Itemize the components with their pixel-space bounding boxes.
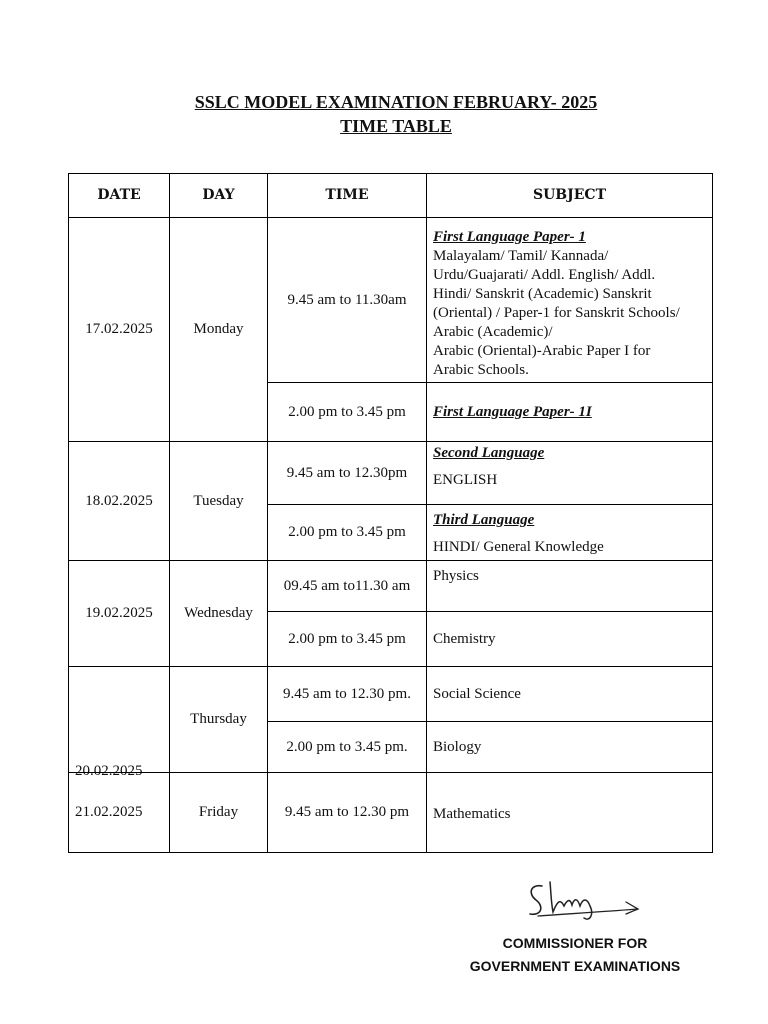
subject-cell [426, 721, 713, 773]
day-cell: Friday [169, 772, 268, 853]
signature-image [520, 872, 644, 928]
document-title: SSLC MODEL EXAMINATION FEBRUARY- 2025 [194, 92, 598, 112]
time-cell: 09.45 am to11.30 am [267, 560, 427, 612]
subject-heading: Third Language [433, 512, 535, 528]
subject-cell [426, 217, 713, 383]
subject-cell [426, 666, 713, 722]
subject-cell [426, 441, 713, 505]
signatory-title-line1: COMMISSIONER FOR [502, 935, 648, 951]
subject-cell [426, 560, 713, 612]
subject-line: Arabic (Oriental)-Arabic Paper I for [433, 343, 651, 359]
date-text: 21.02.2025 [75, 804, 143, 820]
subject-text: Biology [433, 738, 482, 755]
subject-line: Arabic (Academic)/ [433, 324, 553, 340]
subject-line: (Oriental) / Paper-1 for Sanskrit Schools/ [433, 305, 680, 321]
subject-line: Urdu/Guajarati/ Addl. English/ Addl. [433, 267, 656, 283]
document-subtitle: TIME TABLE [340, 116, 452, 136]
subject-line: Malayalam/ Tamil/ Kannada/ [433, 248, 609, 264]
subject-heading: First Language Paper- 1I [433, 403, 592, 420]
subject-cell [426, 772, 713, 853]
date-cell [68, 772, 170, 853]
day-cell: Thursday [169, 666, 268, 773]
subject-text: Mathematics [433, 806, 511, 822]
header-date: DATE [68, 173, 170, 218]
day-cell: Monday [169, 217, 268, 442]
subject-cell [426, 611, 713, 667]
date-text: 20.02.2025 [75, 763, 143, 779]
subject-line: Arabic Schools. [433, 362, 529, 378]
signatory-title-line2: GOVERNMENT EXAMINATIONS [469, 958, 681, 974]
subject-line: Hindi/ Sanskrit (Academic) Sanskrit [433, 286, 652, 302]
time-cell: 2.00 pm to 3.45 pm [267, 504, 427, 561]
subject-heading: Second Language [433, 445, 545, 461]
time-cell: 2.00 pm to 3.45 pm [267, 382, 427, 442]
time-cell: 9.45 am to 12.30 pm. [267, 666, 427, 722]
date-cell: 18.02.2025 [68, 441, 170, 561]
day-cell: Tuesday [169, 441, 268, 561]
date-cell [68, 666, 170, 779]
date-cell: 19.02.2025 [68, 560, 170, 667]
time-cell: 9.45 am to 12.30 pm [267, 772, 427, 853]
header-subject: SUBJECT [426, 173, 713, 218]
subject-text: ENGLISH [433, 472, 498, 488]
time-cell: 9.45 am to 11.30am [267, 217, 427, 383]
subject-text: HINDI/ General Knowledge [433, 539, 604, 555]
time-cell: 2.00 pm to 3.45 pm [267, 611, 427, 667]
subject-cell [426, 504, 713, 561]
day-cell: Wednesday [169, 560, 268, 667]
subject-text: Social Science [433, 685, 521, 702]
subject-cell [426, 382, 713, 442]
time-cell: 9.45 am to 12.30pm [267, 441, 427, 505]
time-cell: 2.00 pm to 3.45 pm. [267, 721, 427, 773]
header-day: DAY [169, 173, 268, 218]
subject-text: Chemistry [433, 630, 496, 647]
subject-text: Physics [433, 568, 479, 584]
date-cell: 17.02.2025 [68, 217, 170, 442]
header-time: TIME [267, 173, 427, 218]
subject-heading: First Language Paper- 1 [433, 229, 586, 245]
